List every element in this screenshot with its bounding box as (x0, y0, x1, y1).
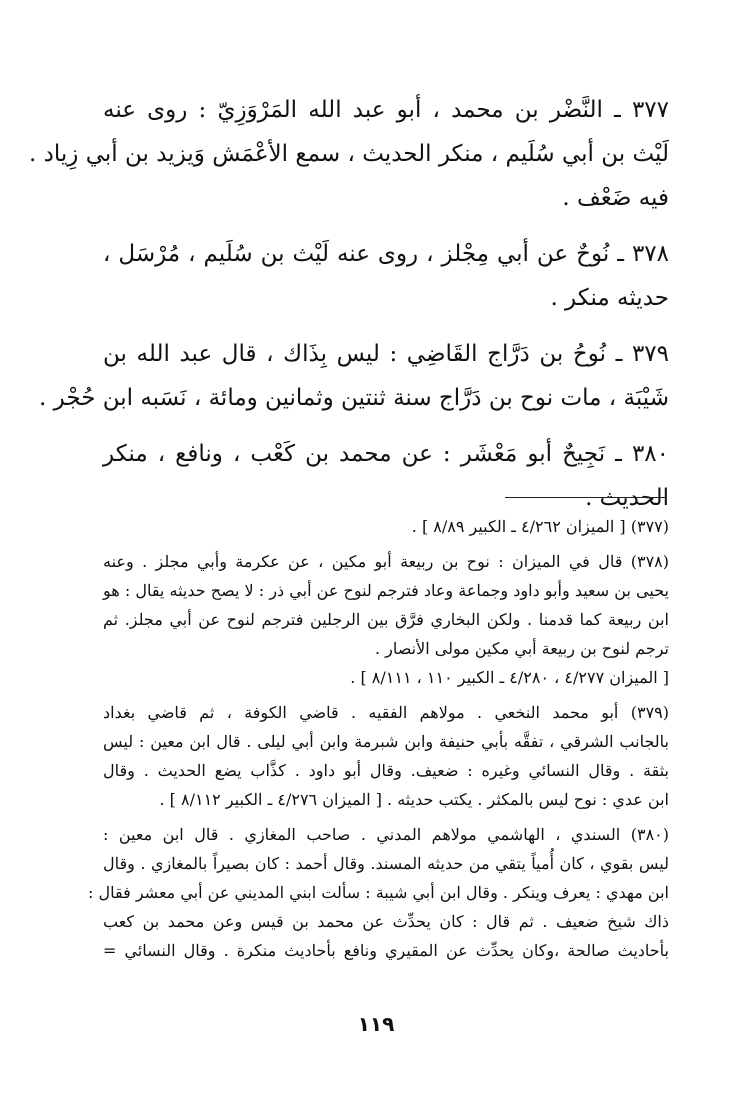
text-line: حديثه منكر . (550, 285, 669, 311)
footnote-line: بالجانب الشرقي ، تفقَّه بأبي حنيفة وابن شبرمة وابن أبي ليلى . قال ابن معين : ليس (103, 732, 669, 751)
footnote-line: يحيى بن سعيد وأبو داود وجماعة وعاد فترجم لنوح عن أبي ذر : لا يصح حديثه يقال : هو (103, 581, 669, 600)
text-line: ٣٧٧ ـ النَّضْر بن محمد ، أبو عبد الله المَرْوَزِيّ : روى عنه (103, 97, 669, 123)
footnote-line: (٣٧٩) أبو محمد النخعي . مولاهم الفقيه . قاضي الكوفة ، ثم قاضي بغداد (103, 703, 669, 722)
text-line: فيه ضَعْف . (562, 185, 669, 211)
footnote-line: ابن عدي : نوح ليس بالمكثر . يكتب حديثه . [ الميزان ٤/٢٧٦ ـ الكبير ٨/١١٢ ] . (159, 790, 669, 809)
footnote-line: ابن ربيعة كما قدمنا . ولكن البخاري فرَّق بين الرجلين فترجم لنوح عن أبي مجلز. ثم (103, 610, 669, 629)
footnote-380 (88, 820, 669, 965)
footnote-line: (٣٧٨) قال في الميزان : نوح بن ربيعة أبو مكين ، عن عكرمة وأبي مجلز . وعنه (103, 552, 669, 571)
footnote-line: [ الميزان ٤/٢٧٧ ، ٤/٢٨٠ ـ الكبير ١١٠ ، ٨/١١١ ] . (350, 668, 669, 687)
page-number: ١١٩ (357, 1012, 395, 1036)
text-line: الحديث . (585, 485, 669, 511)
footnote-379 (103, 698, 669, 814)
footnote-line: بأحاديث صالحة ،وكان يحدِّث عن المقيري ونافع بأحاديث منكرة . وقال النسائي = (103, 941, 669, 960)
footnote-line: (٣٨٠) السندي ، الهاشمي مولاهم المدني . صاحب المغازي . قال ابن معين : (103, 825, 669, 844)
footnotes (88, 512, 669, 971)
main-text (29, 88, 669, 532)
entry-378 (103, 232, 669, 320)
text-line: ٣٨٠ ـ نَجِيحٌ أبو مَعْشَر : عن محمد بن كَعْب ، ونافع ، منكر (103, 441, 669, 467)
entry-380 (103, 432, 669, 520)
footnote-line: بثقة . وقال النسائي وغيره : ضعيف. وقال أبو داود . كذَّاب يضع الحديث . وقال (103, 761, 669, 780)
entry-379 (39, 332, 669, 420)
text-line: لَيْث بن أبي سُلَيم ، منكر الحديث ، سمع الأعْمَش وَيزيد بن أبي زِياد . (29, 141, 669, 167)
footnote-line: (٣٧٧) [ الميزان ٤/٢٦٢ ـ الكبير ٨/٨٩ ] . (411, 517, 669, 536)
text-line: ٣٧٩ ـ نُوحُ بن دَرَّاج القَاضِي : ليس بِذَاك ، قال عبد الله بن (103, 341, 669, 367)
entry-377 (29, 88, 669, 220)
footnote-line: ابن مهدي : يعرف وينكر . وقال ابن أبي شيبة : سألت ابني المديني عن أبي معشر فقال : (88, 883, 669, 902)
footnote-line: ذاك شيخ ضعيف . ثم قال : كان يحدِّث عن محمد بن قيس وعن محمد بن كعب (103, 912, 669, 931)
footnote-line: ليس بقوي ، كان أُمياً يتقي من حديثه المسند. وقال أحمد : كان بصيراً بالمغازي . وقال (103, 854, 669, 873)
text-line: شَيْبَة ، مات نوح بن دَرَّاج سنة ثنتين وثمانين ومائة ، نَسَبه ابن حُجْر . (39, 385, 669, 411)
text-line: ٣٧٨ ـ نُوحٌ عن أبي مِجْلز ، روى عنه لَيْث بن سُلَيم ، مُرْسَل ، (103, 241, 669, 267)
footnote-line: ترجم لنوح بن ربيعة أبي مكين مولى الأنصار . (374, 639, 669, 658)
footnote-378 (103, 547, 669, 692)
footnote-377 (103, 512, 669, 541)
footnote-divider (505, 497, 667, 498)
